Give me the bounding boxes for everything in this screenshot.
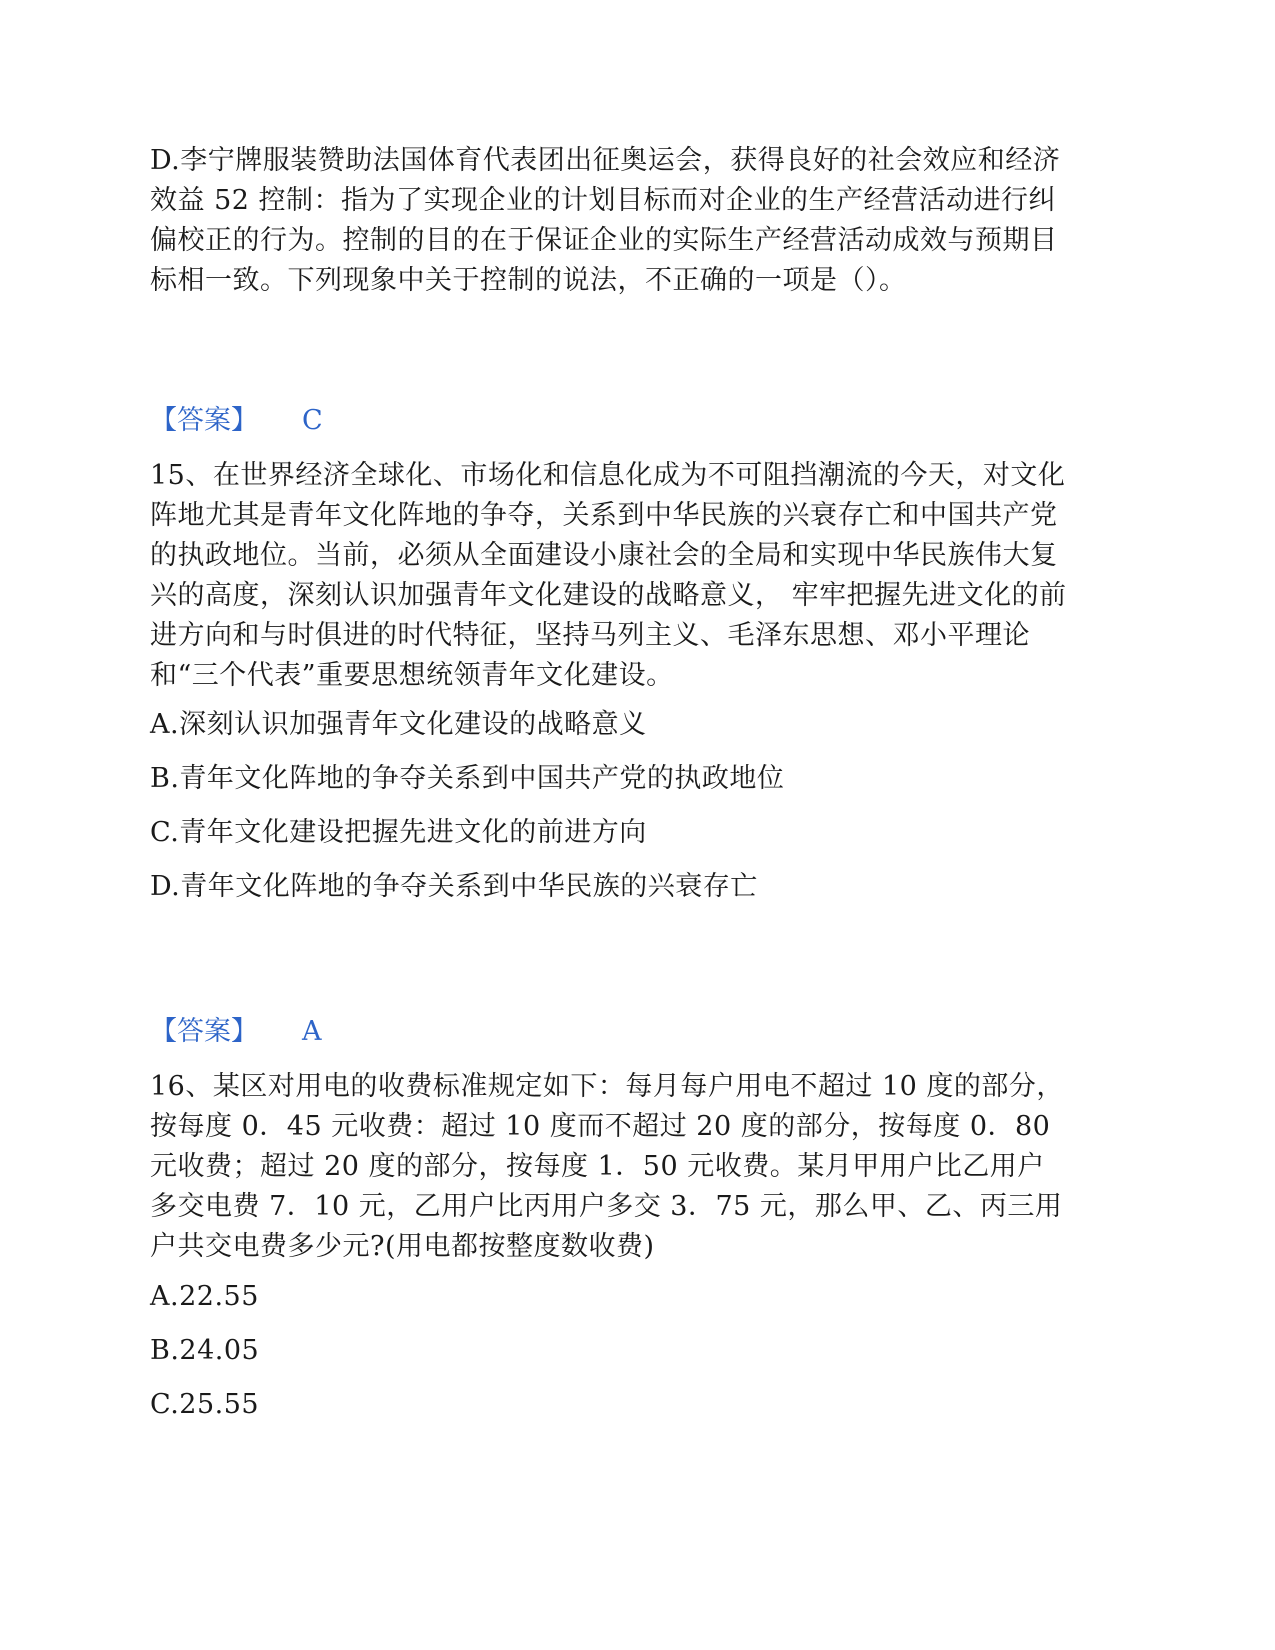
question-15-option-c: C.青年文化建设把握先进文化的前进方向: [150, 817, 647, 848]
answer-label: 【答案】: [150, 1016, 258, 1047]
question-15-option-b: B.青年文化阵地的争夺关系到中国共产党的执政地位: [150, 763, 785, 794]
answer-label: 【答案】: [150, 405, 258, 436]
question-15-option-a: A.深刻认识加强青年文化建设的战略意义: [150, 709, 647, 740]
question-16-option-a: A.22.55: [150, 1281, 259, 1312]
question-16-option-b: B.24.05: [150, 1335, 260, 1366]
question-16-stem: 16、某区对用电的收费标准规定如下：每月每户用电不超过 10 度的部分，按每度 0．45 元收费：超过 10 度而不超过 20 度的部分，按每度 0．80 元收费；超过 20 度的部分，按每度 1．50 元收费。某月甲用户比乙用户多交电费 7．10 元，乙用户比丙用户多交 3．75 元，那么甲、乙、丙三用户共交电费多少元?(用电都按整度数收费): [150, 1071, 1064, 1262]
answer-value: C: [302, 405, 323, 436]
question-15-stem: 15、在世界经济全球化、市场化和信息化成为不可阻挡潮流的今天，对文化阵地尤其是青年文化阵地的争夺，关系到中华民族的兴衰存亡和中国共产党的执政地位。当前，必须从全面建设小康社会的全局和实现中华民族伟大复兴的高度，深刻认识加强青年文化建设的战略意义， 牢牢把握先进文化的前进方向和与时俱进的时代特征，坚持马列主义、毛泽东思想、邓小平理论和“三个代表”重要思想统领青年文化建设。: [150, 460, 1067, 691]
answer-value: A: [302, 1016, 322, 1047]
question-16-option-c: C.25.55: [150, 1389, 260, 1420]
answer-line-15: [150, 1012, 322, 1052]
answer-line-14: [150, 401, 323, 441]
question-14-option-d-and-stem: D.李宁牌服装赞助法国体育代表团出征奥运会，获得良好的社会效应和经济效益 52 控制：指为了实现企业的计划目标而对企业的生产经营活动进行纠偏校正的行为。控制的目的在于保证企业的实际生产经营活动成效与预期目标相一致。下列现象中关于控制的说法，不正确的一项是（）。: [150, 145, 1061, 296]
question-15-option-d: D.青年文化阵地的争夺关系到中华民族的兴衰存亡: [150, 871, 758, 902]
